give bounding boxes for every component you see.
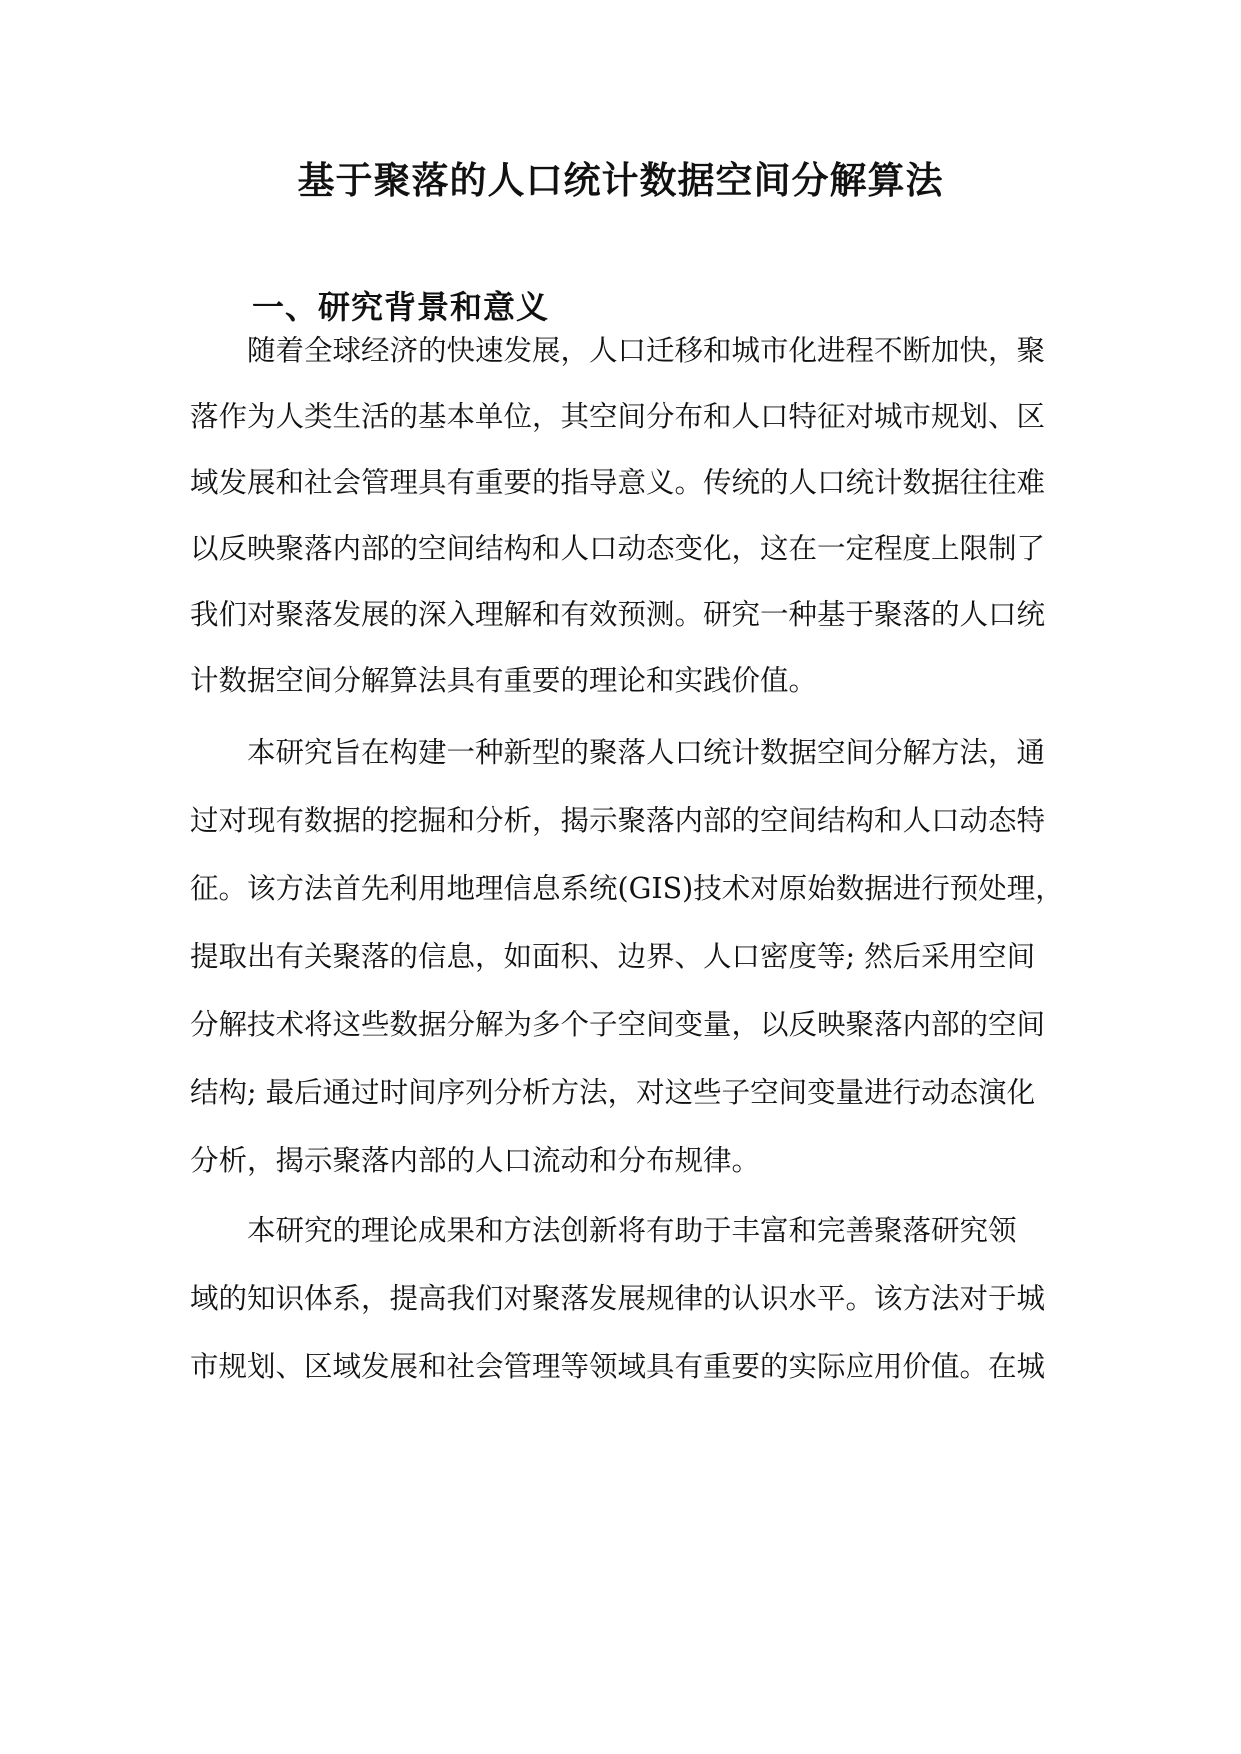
paragraph-line: 以反映聚落内部的空间结构和人口动态变化，这在一定程度上限制了: [190, 532, 1046, 565]
paragraph-line: 域发展和社会管理具有重要的指导意义。传统的人口统计数据往往难: [190, 466, 1046, 499]
paragraph-line: 分析，揭示聚落内部的人口流动和分布规律。: [190, 1144, 761, 1177]
paragraph-line: 市规划、区域发展和社会管理等领域具有重要的实际应用价值。在城: [190, 1350, 1046, 1383]
paragraph-line: 随着全球经济的快速发展，人口迁移和城市化进程不断加快，聚: [247, 334, 1046, 367]
paragraph-line: 分解技术将这些数据分解为多个子空间变量，以反映聚落内部的空间: [190, 1008, 1046, 1041]
paragraph-line: 域的知识体系，提高我们对聚落发展规律的认识水平。该方法对于城: [190, 1282, 1046, 1315]
paragraph-line: 过对现有数据的挖掘和分析，揭示聚落内部的空间结构和人口动态特: [190, 804, 1046, 837]
paragraph-line: 本研究旨在构建一种新型的聚落人口统计数据空间分解方法，通: [247, 736, 1046, 769]
paragraph-line: 计数据空间分解算法具有重要的理论和实践价值。: [190, 664, 818, 697]
paragraph-line: 提取出有关聚落的信息，如面积、边界、人口密度等; 然后采用空间: [190, 940, 1036, 973]
paragraph-line: 本研究的理论成果和方法创新将有助于丰富和完善聚落研究领: [247, 1214, 1017, 1247]
paragraph-line: 征。该方法首先利用地理信息系统(GIS)技术对原始数据进行预处理，: [190, 872, 1064, 905]
document-title: 基于聚落的人口统计数据空间分解算法: [297, 158, 944, 202]
paragraph-line: 我们对聚落发展的深入理解和有效预测。研究一种基于聚落的人口统: [190, 598, 1046, 631]
paragraph-line: 结构; 最后通过时间序列分析方法，对这些子空间变量进行动态演化: [190, 1076, 1036, 1109]
section-heading: 一、研究背景和意义: [252, 288, 550, 326]
paragraph-line: 落作为人类生活的基本单位，其空间分布和人口特征对城市规划、区: [190, 400, 1046, 433]
